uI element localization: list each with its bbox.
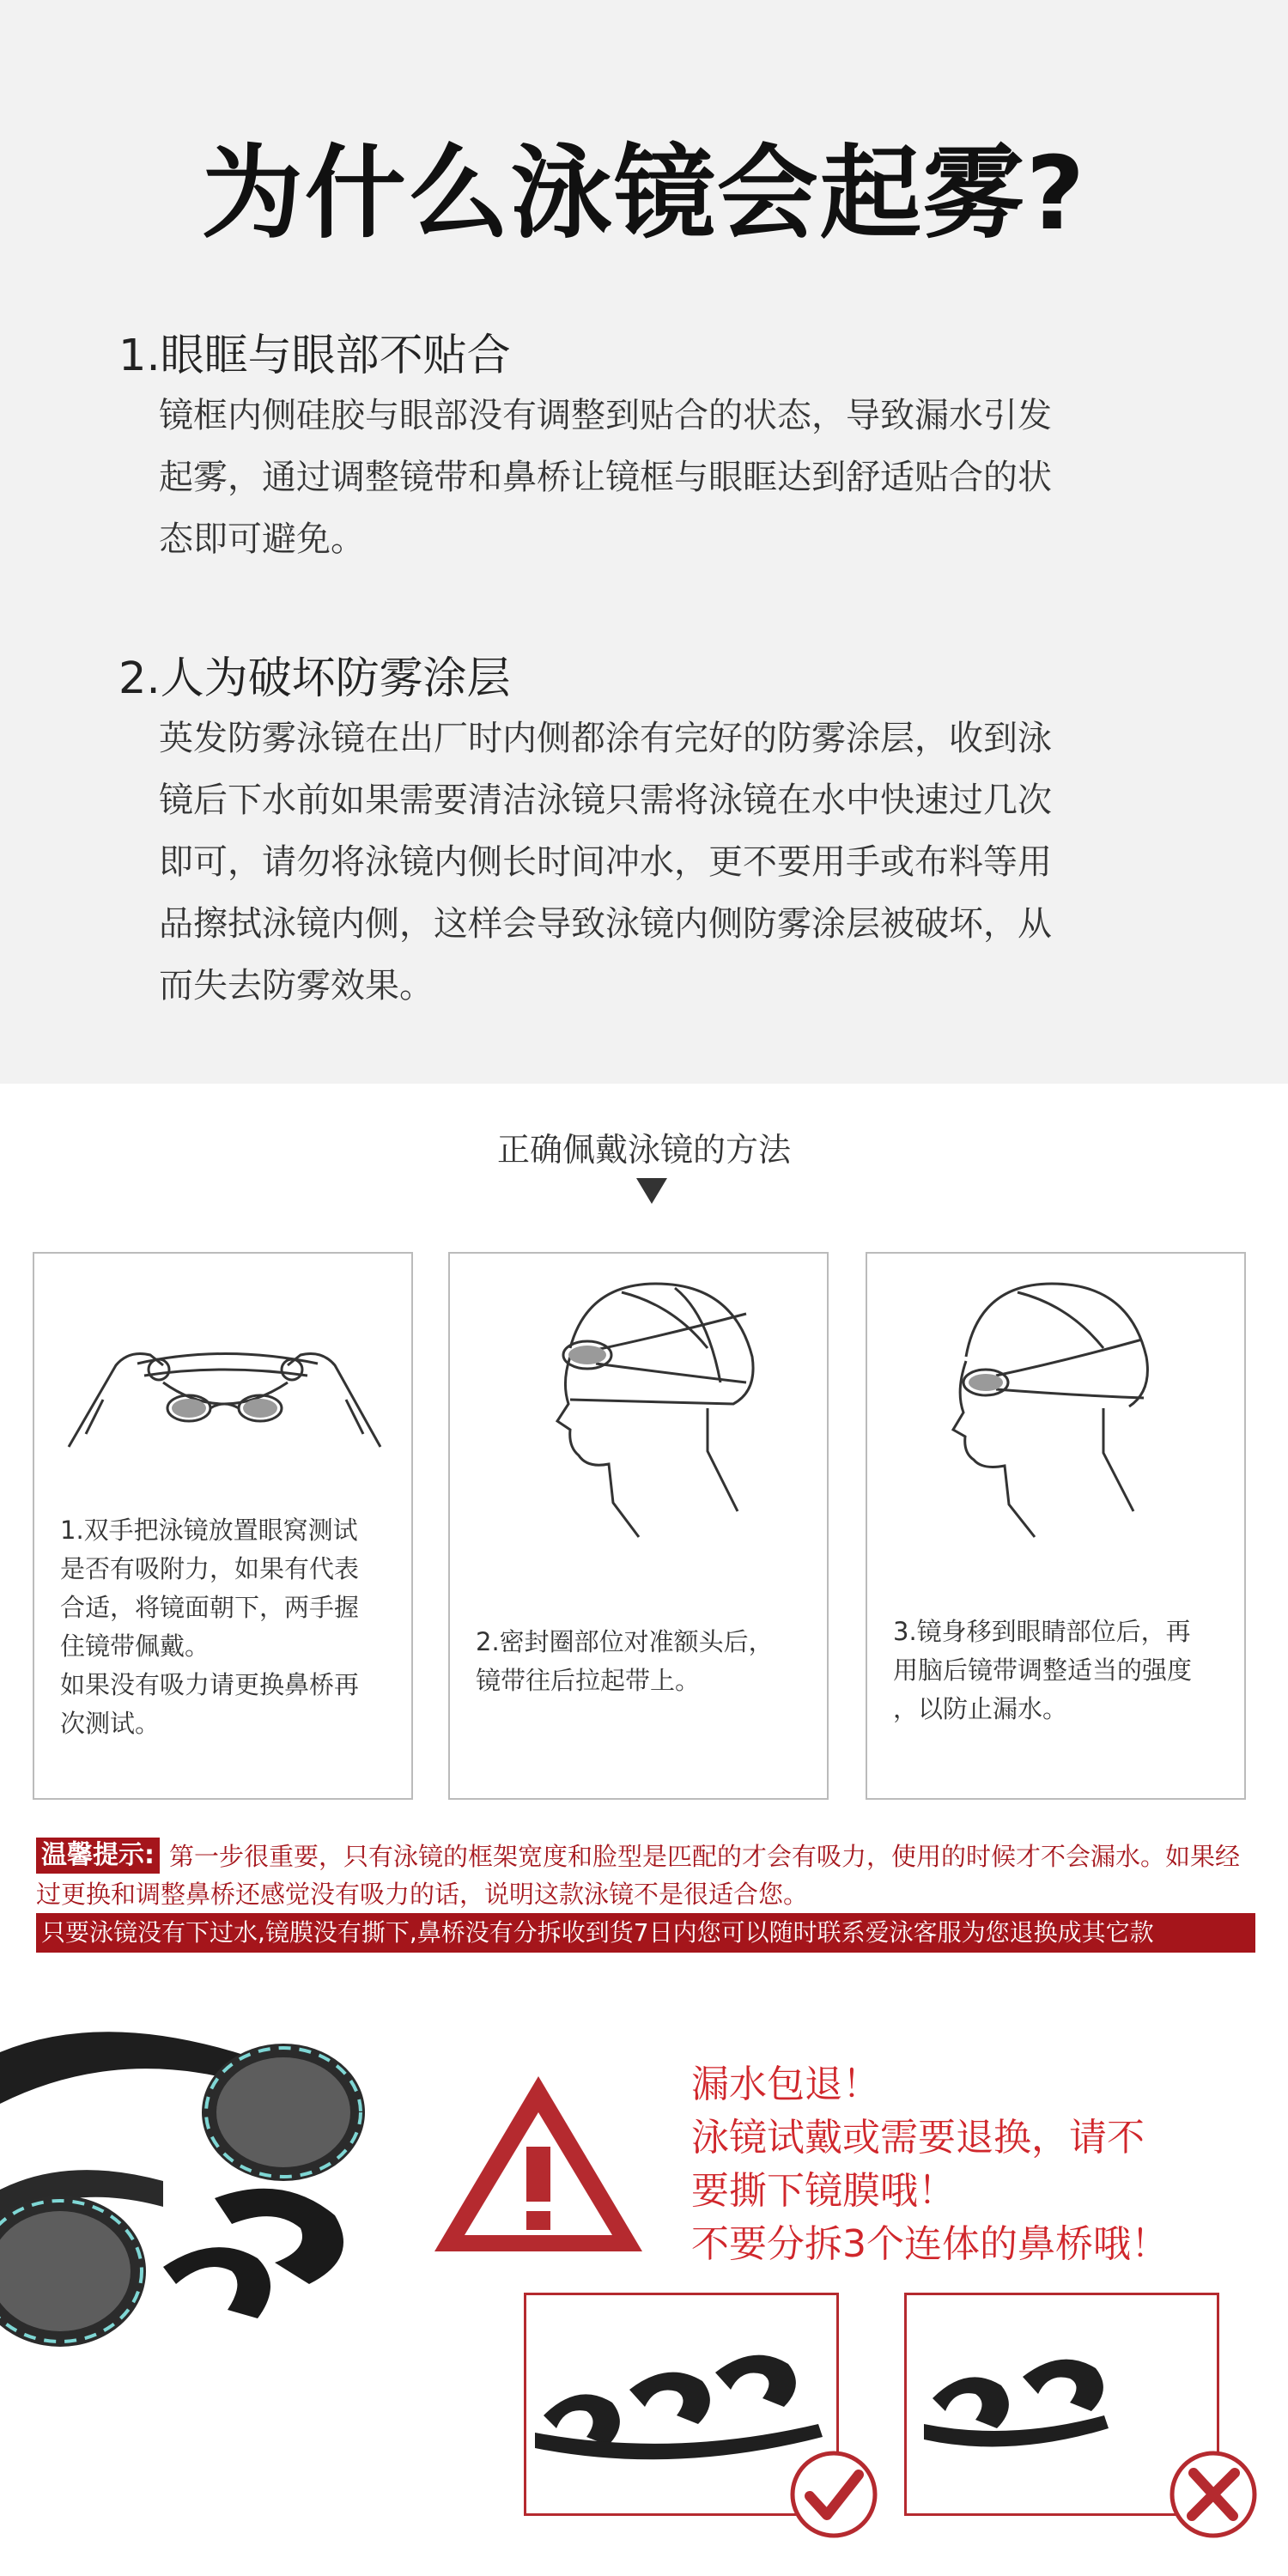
tip-label: 温馨提示: xyxy=(36,1838,160,1874)
step-3-line: ，以防止漏水。 xyxy=(893,1694,1068,1723)
check-icon xyxy=(788,2449,879,2540)
reason-1-heading: 1.眼眶与眼部不贴合 xyxy=(118,331,511,381)
warning-line: 漏水包退！ xyxy=(691,2063,880,2106)
step-3-line: 用脑后镜带调整适当的强度 xyxy=(893,1656,1193,1685)
head-goggles-on-eyes-illustration xyxy=(867,1254,1248,1546)
warning-line: 泳镜试戴或需要退换，请不 xyxy=(691,2116,1145,2160)
step-1-text xyxy=(60,1511,399,1743)
reason-1-line: 镜框内侧硅胶与眼部没有调整到贴合的状态，导致漏水引发 xyxy=(159,396,1052,435)
reason-2-heading: 2.人为破坏防雾涂层 xyxy=(118,653,511,704)
step-1-line: 是否有吸附力，如果有代表 xyxy=(60,1554,360,1583)
step-3-text xyxy=(893,1613,1232,1728)
reason-2-line: 镜后下水前如果需要清洁泳镜只需将泳镜在水中快速过几次 xyxy=(159,781,1052,820)
page-title: 为什么泳镜会起雾? xyxy=(201,134,1087,252)
reason-2-line: 而失去防雾效果。 xyxy=(159,966,434,1005)
head-goggles-on-forehead-illustration xyxy=(450,1254,830,1546)
step-1-line: 合适，将镜面朝下，两手握 xyxy=(60,1593,360,1622)
step-card-3 xyxy=(866,1252,1246,1800)
goggles-product-image xyxy=(0,1975,412,2387)
reason-2-line: 品擦拭泳镜内侧，这样会导致泳镜内侧防雾涂层被破坏，从 xyxy=(159,904,1052,944)
hands-holding-goggles-illustration xyxy=(34,1254,415,1477)
warning-icon xyxy=(428,2069,649,2258)
step-2-line: 镜带往后拉起带上。 xyxy=(476,1666,701,1695)
step-1-line: 住镜带佩戴。 xyxy=(60,1631,210,1661)
reason-1-body xyxy=(159,385,1172,570)
step-card-1 xyxy=(33,1252,413,1800)
warning-line: 不要分拆3个连体的鼻桥哦！ xyxy=(691,2222,1169,2266)
warning-line: 要撕下镜膜哦！ xyxy=(691,2169,956,2213)
reason-1-line: 态即可避免。 xyxy=(159,519,365,559)
step-3-line: 3.镜身移到眼睛部位后，再 xyxy=(893,1617,1191,1646)
reason-1-line: 起雾，通过调整镜带和鼻桥让镜框与眼眶达到舒适贴合的状 xyxy=(159,458,1052,497)
step-2-line: 2.密封圈部位对准额头后， xyxy=(476,1627,774,1656)
method-title: 正确佩戴泳镜的方法 xyxy=(496,1131,791,1169)
tip-text: 第一步很重要，只有泳镜的框架宽度和脸型是匹配的才会有吸力，使用的时候才不会漏水。如果经过更换和调整鼻桥还感觉没有吸力的话，说明这款泳镜不是很适合您。 xyxy=(36,1842,1241,1909)
step-1-line: 次测试。 xyxy=(60,1709,161,1738)
step-1-line: 如果没有吸力请更换鼻桥再 xyxy=(60,1670,360,1699)
cross-icon xyxy=(1168,2449,1259,2540)
return-policy-bar: 只要泳镜没有下过水,镜膜没有撕下,鼻桥没有分拆收到货7日内您可以随时联系爱泳客服为您退换成其它款 xyxy=(36,1913,1255,1953)
step-card-2 xyxy=(448,1252,829,1800)
step-1-line: 1.双手把泳镜放置眼窝测试 xyxy=(60,1516,358,1545)
reason-2-line: 即可，请勿将泳镜内侧长时间冲水，更不要用手或布料等用 xyxy=(159,842,1052,882)
reason-2-body xyxy=(159,708,1172,1017)
reason-2-line: 英发防雾泳镜在出厂时内侧都涂有完好的防雾涂层，收到泳 xyxy=(159,719,1052,758)
down-triangle-icon xyxy=(636,1178,667,1204)
step-2-text xyxy=(476,1623,815,1700)
